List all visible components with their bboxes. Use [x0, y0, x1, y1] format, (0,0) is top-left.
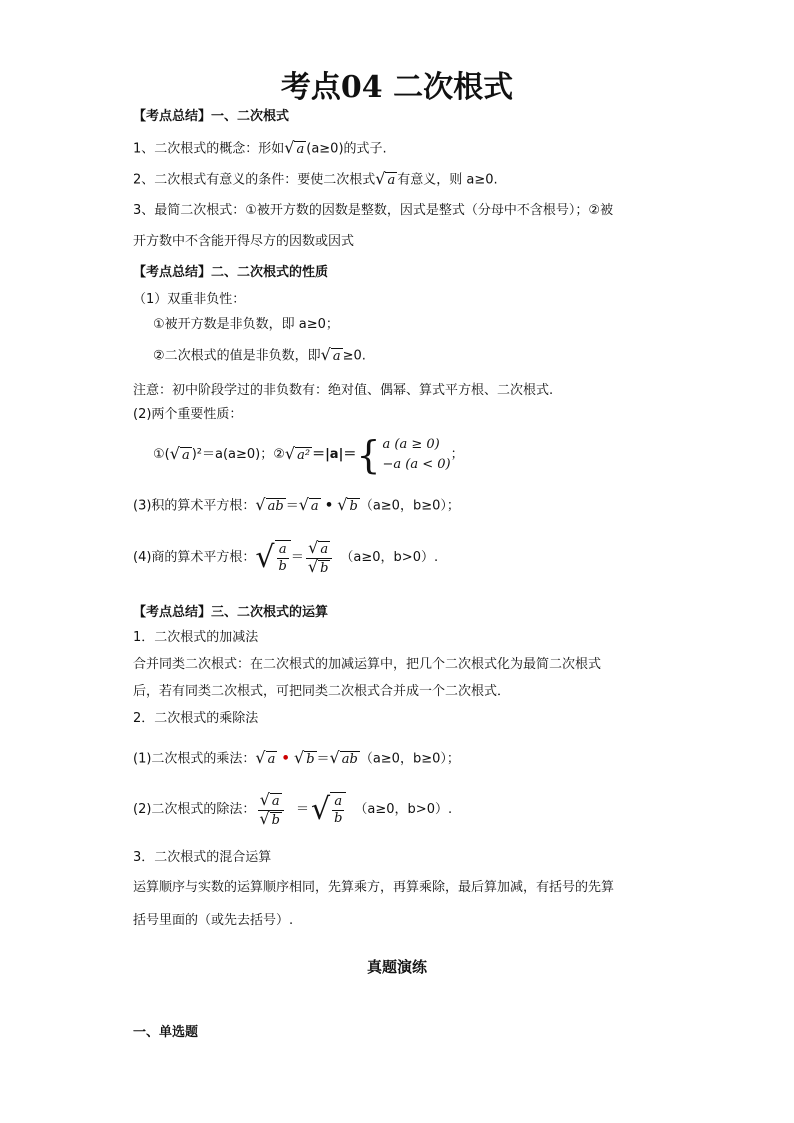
formula-text: ； [450, 447, 464, 462]
formula-text: ＝|a|＝ [312, 447, 357, 462]
multiply-dot: • [281, 751, 290, 767]
simplest-radical-line-1: 3、最简二次根式：①被开方数的因数是整数，因式是整式（分母中不含根号）；②被 [133, 203, 614, 218]
sqrt-expression: √ ab [329, 748, 358, 767]
formula-text: ①( [153, 447, 170, 462]
concept-line [133, 139, 387, 159]
sqrt-expression: √ b [293, 748, 315, 767]
product-sqrt-line [133, 496, 460, 516]
property-1-title: （1）双重非负性： [133, 292, 246, 307]
equals-sign: ＝ [295, 802, 309, 817]
page-title: 考点04 二次根式 [280, 70, 514, 105]
sqrt-expression: √ a [169, 444, 190, 463]
section-heading-2: 【考点总结】二、二次根式的性质 [133, 265, 329, 280]
property-1b-text: ②二次根式的值是非负数，即 [153, 348, 321, 364]
property-1a: ①被开方数是非负数，即 a≥0； [153, 317, 339, 332]
concept-condition: (a≥0)的式子. [306, 141, 387, 157]
sqrt-expression: √ a [284, 138, 305, 157]
equals-sign: ＝ [285, 498, 299, 514]
sqrt-expression: √ a [375, 169, 396, 188]
quotient-sqrt-condition: （a≥0，b>0）. [340, 550, 439, 565]
note-line: 注意：初中阶段学过的非负数有：绝对值、偶幂、算式平方根、二次根式. [133, 383, 554, 398]
piecewise-cases: { a (a ≥ 0) −a (a < 0) [356, 433, 451, 477]
quotient-sqrt-line [133, 538, 438, 578]
sqrt-expression: √ a [320, 345, 341, 364]
simplest-radical-line-2: 开方数中不含能开得尽方的因数或因式 [133, 234, 355, 249]
concept-text: 1、二次根式的概念：形如 [133, 141, 285, 157]
division-label: (2)二次根式的除法： [133, 802, 256, 817]
property-1b-result: ≥0. [342, 348, 366, 364]
product-sqrt-condition: （a≥0，b≥0）； [359, 498, 460, 514]
sqrt-expression: √ a² [284, 444, 311, 463]
sqrt-expression: √ a [255, 748, 276, 767]
division-line [133, 788, 452, 832]
equals-sign: ＝ [316, 751, 330, 767]
single-choice-heading: 一、单选题 [133, 1025, 199, 1040]
add-sub-line-1: 合并同类二次根式：在二次根式的加减运算中，把几个二次根式化为最简二次根式 [133, 657, 602, 672]
sqrt-fraction: √ $\frac{a}{b}$ [311, 792, 346, 828]
mixed-ops-line-1: 运算顺序与实数的运算顺序相同，先算乘方，再算乘除，最后算加减，有括号的先算 [133, 880, 615, 895]
add-sub-title: 1．二次根式的加减法 [133, 630, 259, 645]
sqrt-fraction: √ $\frac{a}{b}$ [255, 540, 290, 576]
formula-text: )²＝a(a≥0)；② [191, 447, 285, 462]
add-sub-line-2: 后，若有同类二次根式，可把同类二次根式合并成一个二次根式． [133, 684, 511, 699]
fraction-of-sqrts: $\frac{√ a}{√ b}$ [257, 792, 284, 829]
property-1b [153, 346, 366, 366]
sqrt-expression: √ ab [255, 495, 284, 514]
multiply-dot: • [324, 498, 334, 514]
section-heading-3: 【考点总结】三、二次根式的运算 [133, 605, 329, 620]
sqrt-expression: √ b [337, 495, 358, 514]
case-positive: a (a ≥ 0) [382, 437, 440, 452]
mul-div-title: 2．二次根式的乘除法 [133, 711, 259, 726]
equals-sign: ＝ [290, 550, 304, 565]
multiplication-condition: （a≥0，b≥0）； [359, 751, 460, 767]
division-condition: （a≥0，b>0）. [354, 802, 453, 817]
condition-line [133, 170, 498, 190]
condition-result: 有意义，则 a≥0. [397, 172, 498, 188]
product-sqrt-label: (3)积的算术平方根： [133, 498, 256, 514]
quotient-sqrt-label: (4)商的算术平方根： [133, 550, 256, 565]
multiplication-line [133, 749, 460, 769]
fraction-of-sqrts: $\frac{√ a}{√ b}$ [306, 540, 333, 577]
exercise-heading: 真题演练 [366, 958, 427, 976]
property-2-formulas [153, 434, 464, 476]
property-2-title: (2)两个重要性质： [133, 407, 243, 422]
section-heading-1: 【考点总结】一、二次根式 [133, 109, 290, 124]
case-negative: −a (a < 0) [382, 457, 451, 472]
condition-text: 2、二次根式有意义的条件：要使二次根式 [133, 172, 376, 188]
multiplication-label: (1)二次根式的乘法： [133, 751, 256, 767]
mixed-ops-title: 3．二次根式的混合运算 [133, 850, 272, 865]
sqrt-expression: √ a [298, 495, 319, 514]
mixed-ops-line-2: 括号里面的（或先去括号）. [133, 913, 294, 928]
